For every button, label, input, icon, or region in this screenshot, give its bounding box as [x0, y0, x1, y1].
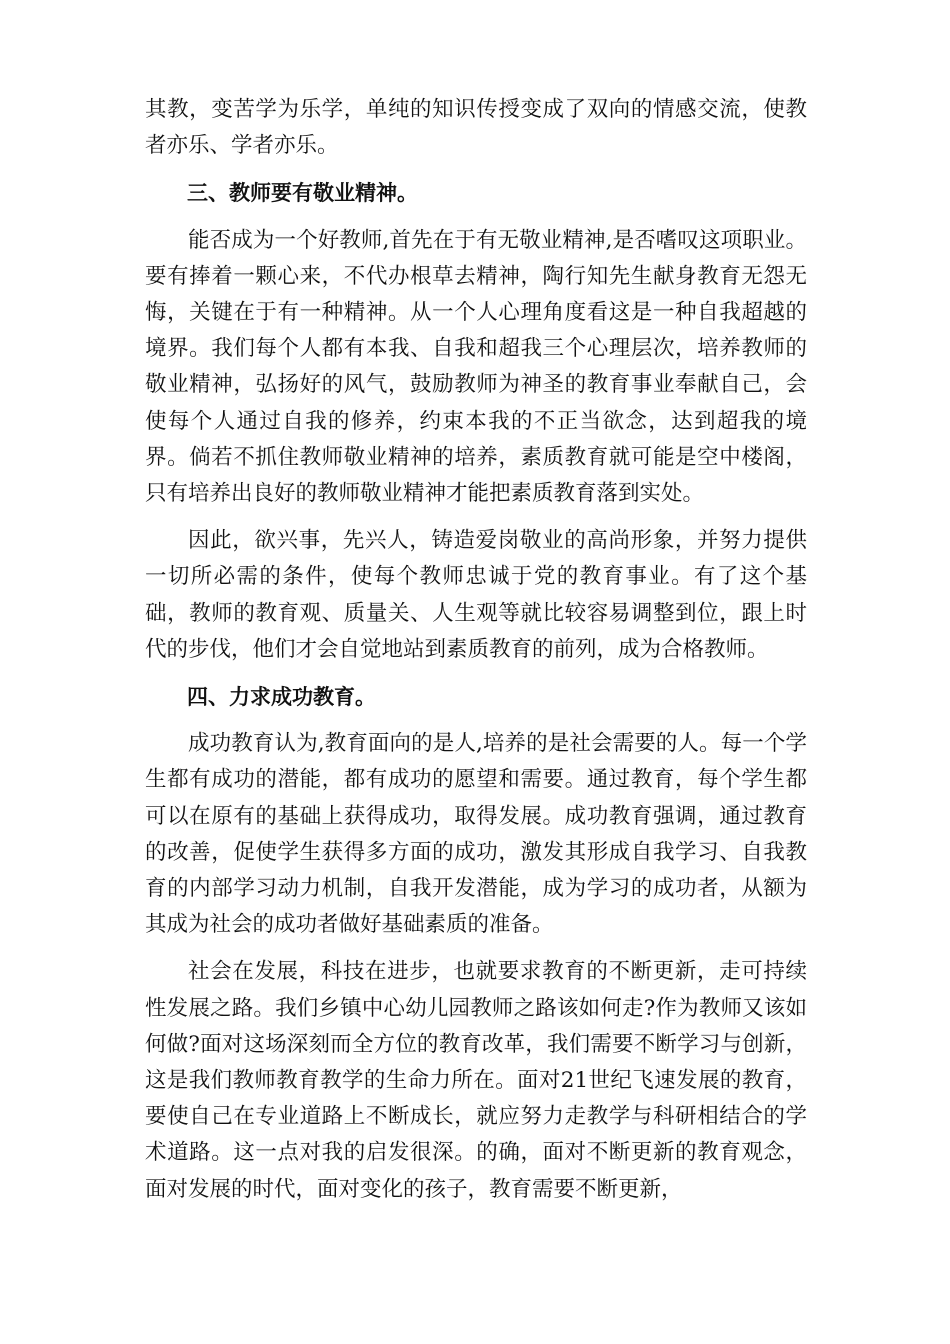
- document-body: [145, 92, 807, 1219]
- paragraph-conclusion-dedication: 因此，欲兴事，先兴人，铸造爱岗敬业的高尚形象，并努力提供一切所必需的条件，使每个教师忠诚于党的教育事业。有了这个基础，教师的教育观、质量关、人生观等就比较容易调整到位，跟上时代的步伐，他们才会自觉地站到素质教育的前列，成为合格教师。: [145, 528, 807, 662]
- section-heading-4: 四、力求成功教育。: [187, 685, 376, 710]
- paragraph-continuation: 其教，变苦学为乐学，单纯的知识传授变成了双向的情感交流，使教者亦乐、学者亦乐。: [145, 97, 807, 159]
- paragraph-dedication: 能否成为一个好教师,首先在于有无敬业精神,是否嗜叹这项职业。要有捧着一颗心来，不代办根草去精神，陶行知先生献身教育无怨无悔，关键在于有一种精神。从一个人心理角度看这是一种自我超越的境界。我们每个人都有本我、自我和超我三个心理层次，培养教师的敬业精神，弘扬好的风气，鼓励教师为神圣的教育事业奉献自己，会使每个人通过自我的修养，约束本我的不正当欲念，达到超我的境界。倘若不抓住教师敬业精神的培养，素质教育就可能是空中楼阁，只有培养出良好的教师敬业精神才能把素质教育落到实处。: [145, 227, 807, 507]
- paragraph-success-education: 成功教育认为,教育面向的是人,培养的是社会需要的人。每一个学生都有成功的潜能，都有成功的愿望和需要。通过教育，每个学生都可以在原有的基础上获得成功，取得发展。成功教育强调，通过教育的改善，促使学生获得多方面的成功，激发其形成自我学习、自我教育的内部学习动力机制，自我开发潜能，成为学习的成功者，从额为其成为社会的成功者做好基础素质的准备。: [145, 731, 807, 938]
- paragraph-development: 社会在发展，科技在进步，也就要求教育的不断更新，走可持续性发展之路。我们乡镇中心幼儿园教师之路该如何走?作为教师又该如何做?面对这场深刻而全方位的教育改革，我们需要不断学习与创新，这是我们教师教育教学的生命力所在。面对21世纪飞速发展的教育，要使自己在专业道路上不断成长，就应努力走教学与科研相结合的学术道路。这一点对我的启发很深。的确，面对不断更新的教育观念，面对发展的时代，面对变化的孩子，教育需要不断更新，: [145, 959, 807, 1202]
- section-heading-3: 三、教师要有敬业精神。: [187, 181, 418, 206]
